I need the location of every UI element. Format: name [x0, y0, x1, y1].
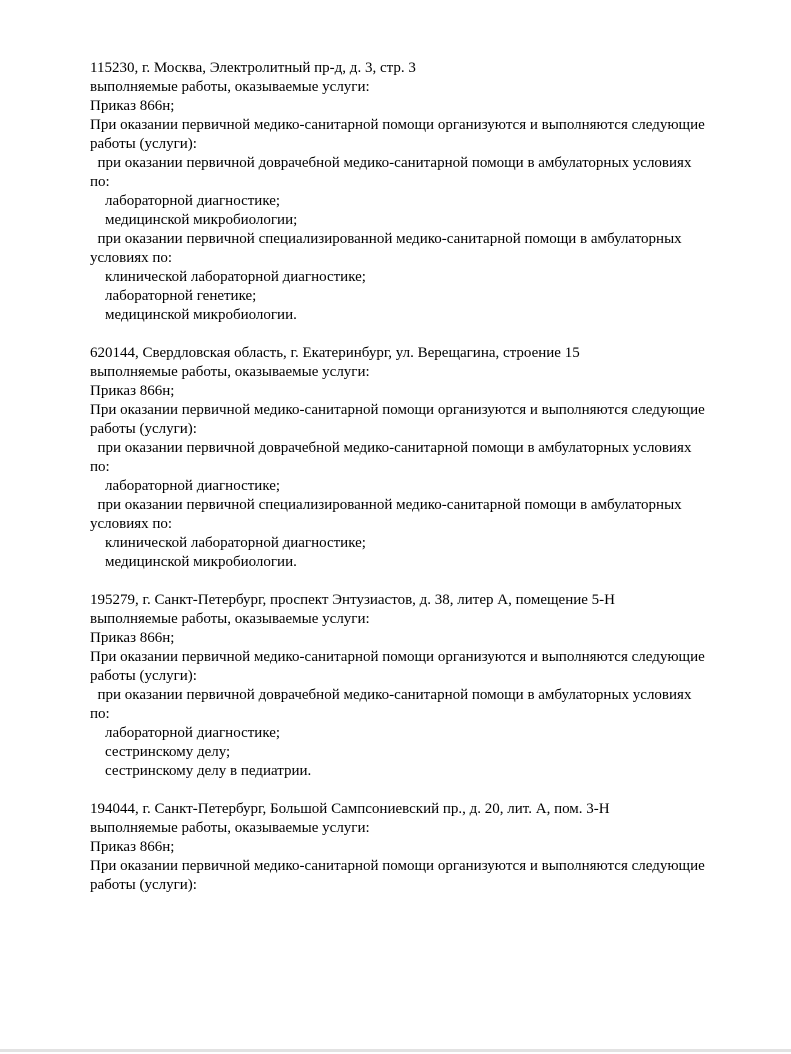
- license-address-block: [90, 800, 780, 895]
- text-line: Приказ 866н;: [90, 383, 175, 399]
- text-line: работы (услуги):: [90, 421, 197, 437]
- text-line: лабораторной диагностике;: [90, 478, 281, 494]
- text-line: медицинской микробиологии.: [90, 554, 297, 570]
- text-line: При оказании первичной медико-санитарной помощи организуются и выполняются следующие: [90, 858, 705, 874]
- text-line: Приказ 866н;: [90, 98, 175, 114]
- text-line: сестринскому делу в педиатрии.: [90, 763, 312, 779]
- text-line: условиях по:: [90, 516, 173, 532]
- text-line: при оказании первичной доврачебной медико-санитарной помощи в амбулаторных условиях: [90, 155, 692, 171]
- license-document: [90, 59, 780, 895]
- text-line: Приказ 866н;: [90, 630, 175, 646]
- text-line: При оказании первичной медико-санитарной помощи организуются и выполняются следующие: [90, 402, 705, 418]
- text-line: клинической лабораторной диагностике;: [90, 269, 366, 285]
- text-line: лабораторной диагностике;: [90, 193, 281, 209]
- text-line: выполняемые работы, оказываемые услуги:: [90, 364, 370, 380]
- text-line: выполняемые работы, оказываемые услуги:: [90, 79, 370, 95]
- text-line: медицинской микробиологии;: [90, 212, 298, 228]
- text-line: При оказании первичной медико-санитарной помощи организуются и выполняются следующие: [90, 649, 705, 665]
- license-address-block: [90, 59, 780, 325]
- text-line: Приказ 866н;: [90, 839, 175, 855]
- text-line: при оказании первичной доврачебной медико-санитарной помощи в амбулаторных условиях: [90, 687, 692, 703]
- text-line: по:: [90, 459, 110, 475]
- address-line: 195279, г. Санкт-Петербург, проспект Энтузиастов, д. 38, литер А, помещение 5-Н: [90, 592, 615, 608]
- text-line: при оказании первичной доврачебной медико-санитарной помощи в амбулаторных условиях: [90, 440, 692, 456]
- text-line: сестринскому делу;: [90, 744, 231, 760]
- text-line: по:: [90, 706, 110, 722]
- text-line: лабораторной диагностике;: [90, 725, 281, 741]
- text-line: по:: [90, 174, 110, 190]
- text-line: работы (услуги):: [90, 136, 197, 152]
- license-address-block: [90, 591, 780, 781]
- address-line: 194044, г. Санкт-Петербург, Большой Сампсониевский пр., д. 20, лит. А, пом. 3-Н: [90, 801, 610, 817]
- text-line: работы (услуги):: [90, 668, 197, 684]
- text-line: условиях по:: [90, 250, 173, 266]
- text-line: медицинской микробиологии.: [90, 307, 297, 323]
- text-line: При оказании первичной медико-санитарной помощи организуются и выполняются следующие: [90, 117, 705, 133]
- text-line: выполняемые работы, оказываемые услуги:: [90, 611, 370, 627]
- text-line: лабораторной генетике;: [90, 288, 257, 304]
- address-line: 620144, Свердловская область, г. Екатеринбург, ул. Верещагина, строение 15: [90, 345, 580, 361]
- license-address-block: [90, 344, 780, 572]
- address-line: 115230, г. Москва, Электролитный пр-д, д. 3, стр. 3: [90, 60, 416, 76]
- text-line: выполняемые работы, оказываемые услуги:: [90, 820, 370, 836]
- text-line: работы (услуги):: [90, 877, 197, 893]
- text-line: при оказании первичной специализированной медико-санитарной помощи в амбулаторных: [90, 497, 682, 513]
- page-bottom-divider: [0, 1049, 791, 1052]
- text-line: клинической лабораторной диагностике;: [90, 535, 366, 551]
- text-line: при оказании первичной специализированной медико-санитарной помощи в амбулаторных: [90, 231, 682, 247]
